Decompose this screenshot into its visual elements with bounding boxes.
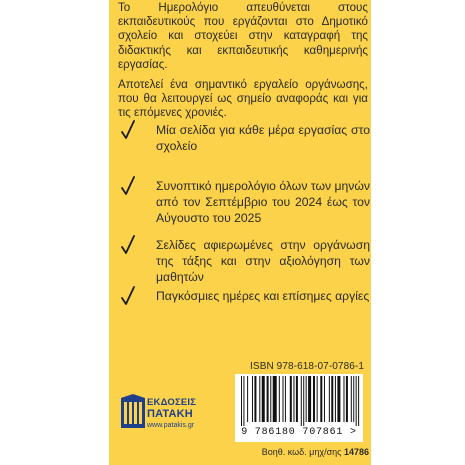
barcode-bar — [296, 376, 298, 422]
intro-paragraph-1: Το Ημερολόγιο απευθύνεται στους εκπαιδευτικούς που εργάζονται στο Δημοτικό σχολείο και στοχεύει στην καταγραφή της διδακτικής και εκπαιδευτικής καθημερινής εργασίας. — [118, 1, 368, 71]
publisher-url: www.patakis.gr — [147, 422, 195, 429]
barcode-bar — [254, 376, 256, 422]
barcode-bar — [353, 376, 354, 422]
barcode-bar — [320, 376, 322, 422]
feature-item-text: Σελίδες αφιερωμένες στην οργάνωση της τάξης και στην αξιολόγηση των μαθητών — [156, 238, 370, 284]
barcode-bar — [301, 376, 302, 426]
intro-text — [118, 1, 368, 127]
barcode-bar — [343, 376, 344, 422]
barcode-bar — [252, 376, 253, 422]
product-code — [262, 447, 369, 457]
barcode-bar — [308, 376, 311, 422]
feature-item-text: Μία σελίδα για κάθε μέρα εργασίας στο σχολείο — [156, 123, 370, 153]
barcode-bar — [346, 376, 348, 422]
barcode-bar — [324, 376, 325, 422]
barcode-bar — [335, 376, 336, 422]
barcode-bar — [262, 376, 265, 422]
check-icon — [121, 176, 135, 196]
barcode-bar — [356, 376, 357, 426]
product-code-label: Βοηθ. κωδ. μηχ/σης — [261, 447, 344, 457]
barcode-bar — [259, 376, 260, 422]
barcode-bar — [285, 376, 286, 422]
publisher-name-line1: ΕΚΔΟΣΕΙΣ — [147, 397, 197, 408]
barcode-bar — [337, 376, 340, 422]
feature-item-text: Συνοπτικό ημερολόγιο όλων των μηνών από τον Σεπτέμβριο του 2024 έως τον Αύγουστο του 2025 — [156, 179, 370, 225]
barcode-bar — [273, 376, 277, 422]
barcode-bar — [290, 376, 292, 422]
check-icon — [121, 286, 135, 306]
intro-paragraph-2: Αποτελεί ένα σημαντικό εργαλείο οργάνωσης, που θα λειτουργεί ως σημείο αναφοράς και για τις επόμενες χρονιές. — [118, 78, 368, 120]
barcode-bar — [279, 376, 280, 422]
barcode — [235, 374, 363, 442]
barcode-bars — [235, 374, 363, 428]
publisher-logo — [121, 390, 211, 442]
barcode-bar — [243, 376, 244, 426]
barcode-bar — [317, 376, 318, 422]
barcode-bar — [241, 376, 242, 426]
barcode-bar — [358, 376, 359, 426]
isbn-label: ISBN 978-618-07-0786-1 — [250, 361, 364, 372]
back-cover — [109, 0, 371, 465]
product-code-value: 14786 — [343, 447, 369, 457]
barcode-bar — [293, 376, 294, 422]
barcode-bar — [351, 376, 352, 422]
barcode-bar — [267, 376, 269, 422]
check-icon — [121, 235, 135, 255]
barcode-bar — [331, 376, 333, 422]
barcode-bar — [270, 376, 271, 422]
feature-item-text: Παγκόσμιες ημέρες και επίσημες αργίες — [156, 289, 370, 303]
barcode-bar — [313, 376, 315, 422]
barcode-bar — [303, 376, 304, 426]
barcode-bar — [329, 376, 330, 422]
barcode-digits: 9 786180 707861 > — [241, 427, 357, 438]
barcode-bar — [247, 376, 248, 422]
publisher-emblem-icon — [121, 394, 145, 430]
barcode-bar — [282, 376, 283, 422]
publisher-name-line2: ΠΑΤΑΚΗ — [147, 408, 193, 420]
barcode-bar — [306, 376, 307, 422]
check-icon — [121, 120, 135, 140]
